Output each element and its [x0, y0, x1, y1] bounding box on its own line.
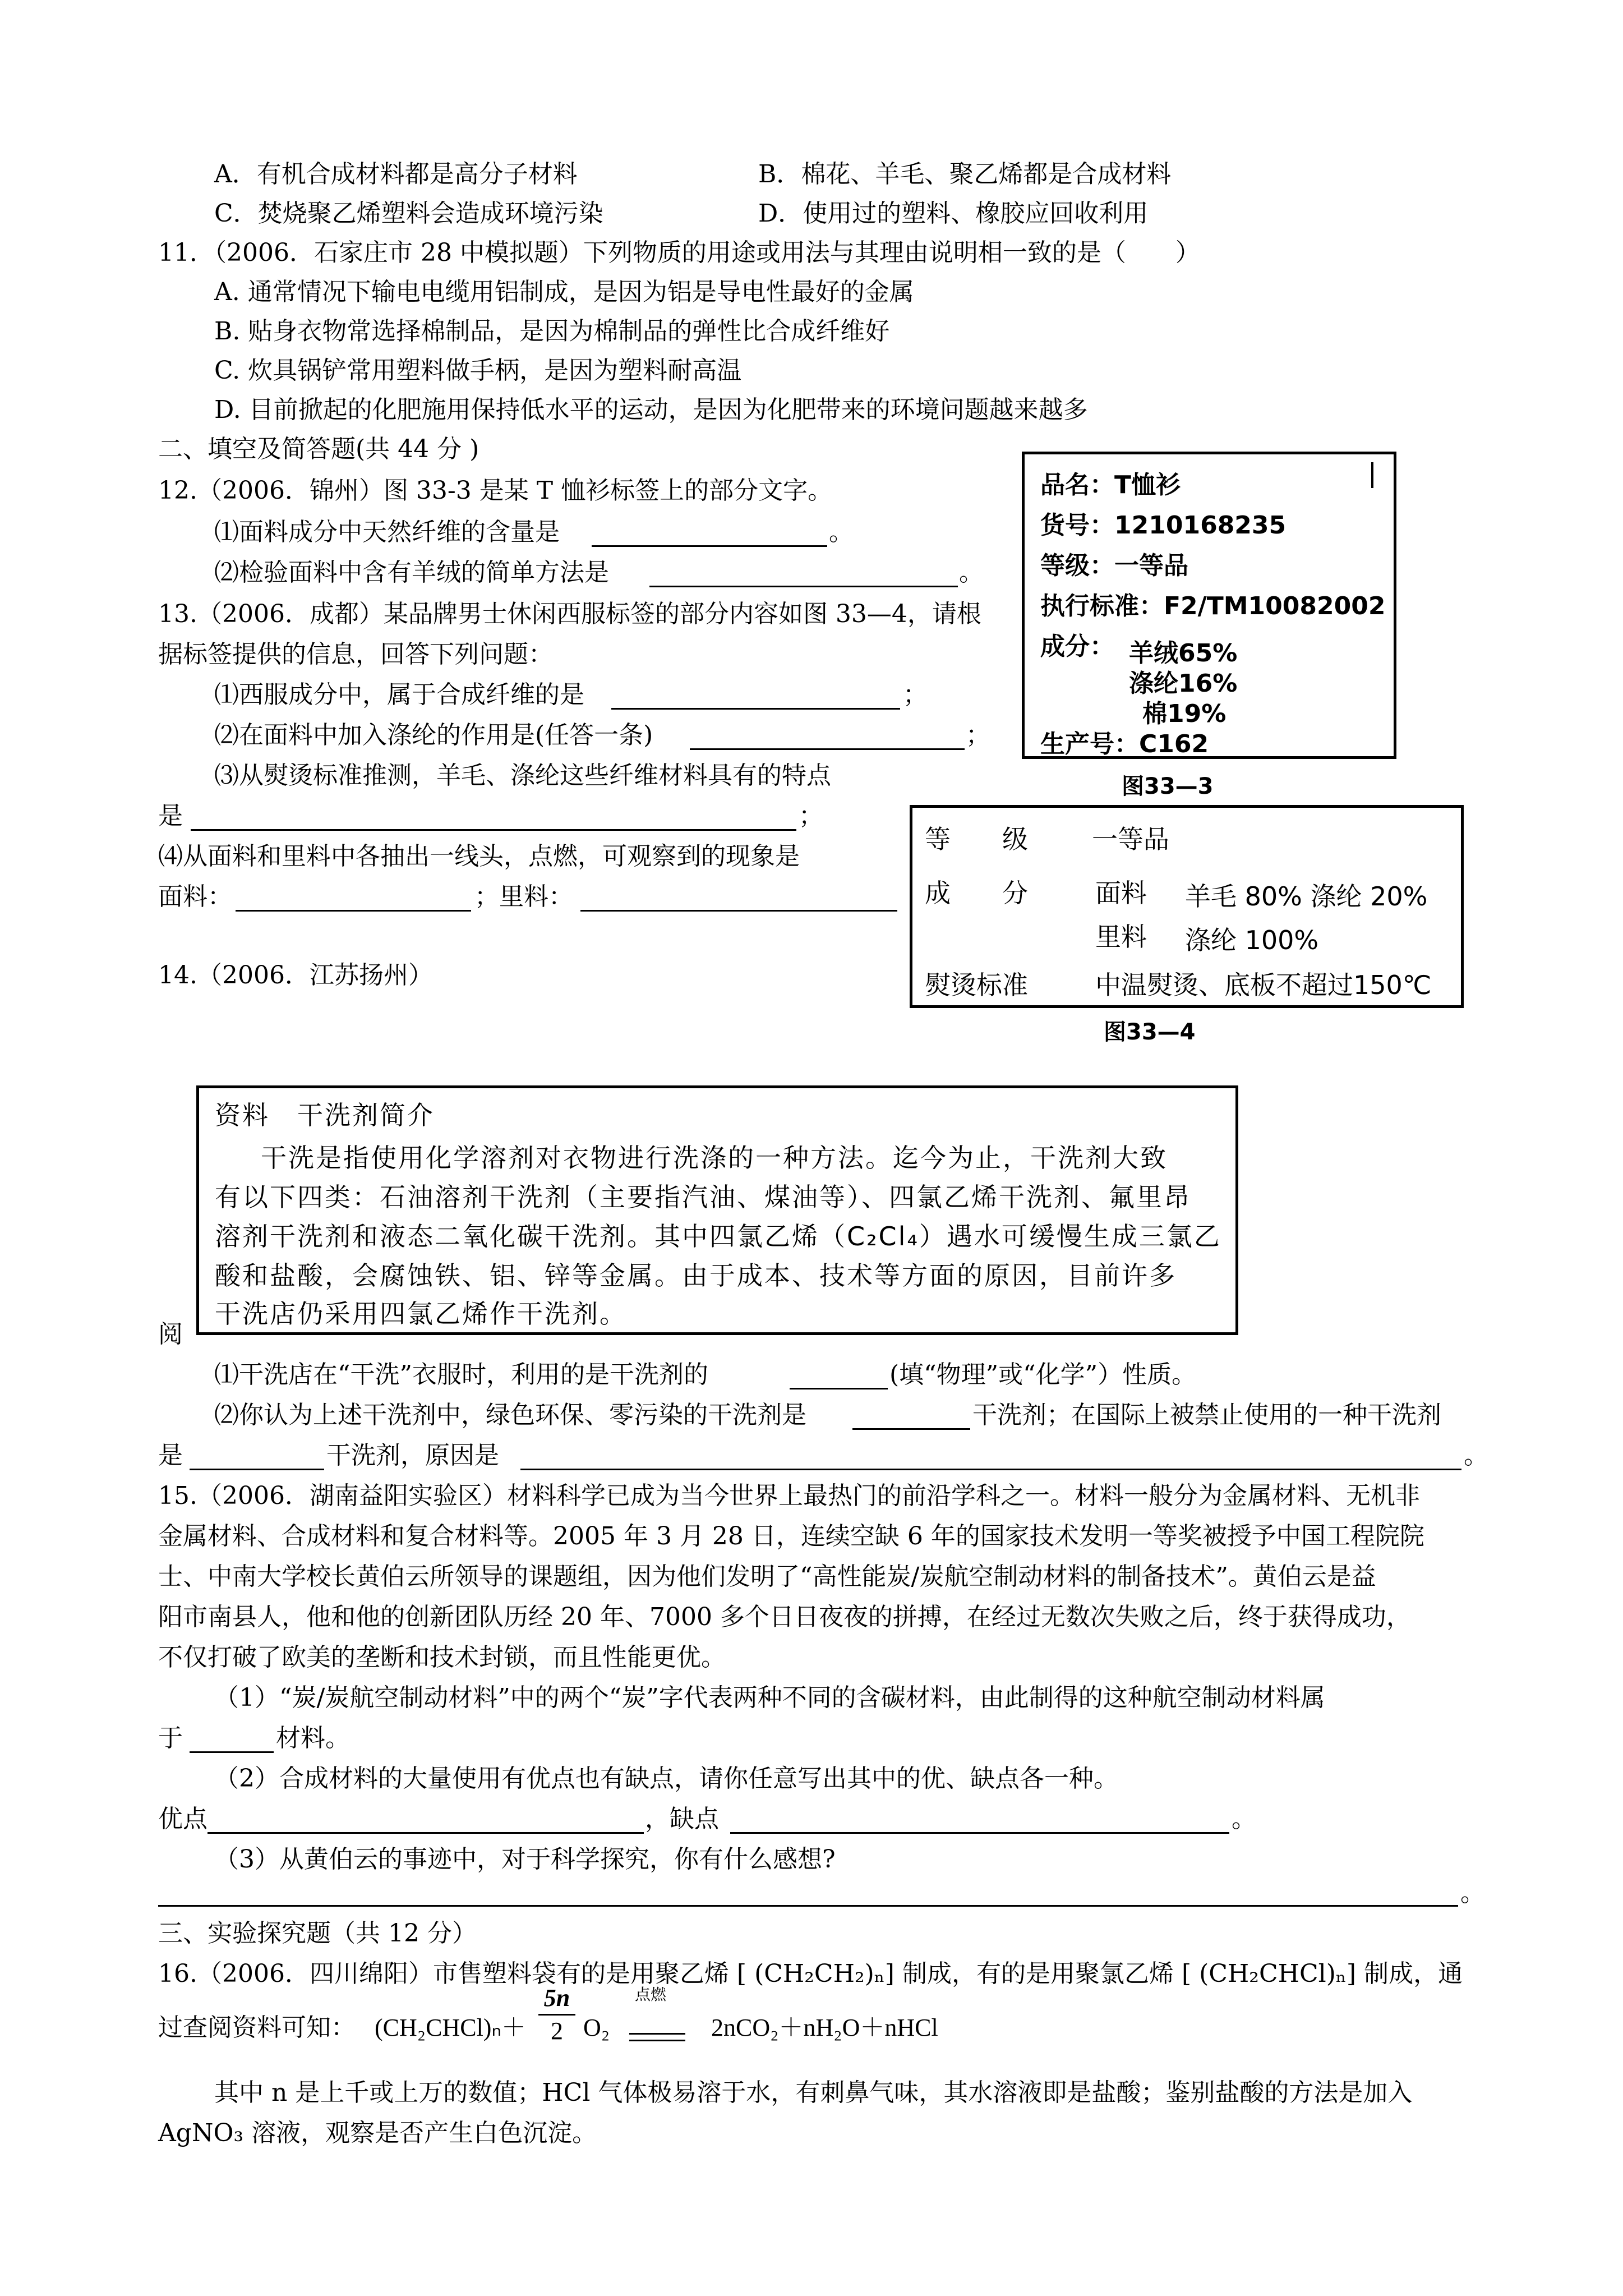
- q15-part1-end: 材料。: [276, 1724, 350, 1752]
- label-composition-label: 成分：: [1040, 632, 1114, 661]
- q16-equation-reactant: (CH₂CHCl)ₙ＋: [375, 2014, 526, 2041]
- q13-part3-prefix: 是: [158, 802, 183, 830]
- label2-grade-value: 一等品: [1092, 824, 1169, 854]
- q16-text-line-1: 16.（2006．四川绵阳）市售塑料袋有的是用聚乙烯 [ (CH₂CH₂)ₙ] 制成，有的是用聚氯乙烯 [ (CH₂CHCl)ₙ] 制成，通: [158, 1959, 1463, 1988]
- label-composition-polyester: 涤纶16%: [1129, 669, 1238, 698]
- fraction-bar: [538, 2014, 575, 2016]
- q15-part2-disadvantage-blank[interactable]: [730, 1832, 1229, 1834]
- q14-part2-mid: 干洗剂；在国际上被禁止使用的一种干洗剂: [972, 1401, 1441, 1429]
- q13-part4: ⑷从面料和里料中各抽出一线头，点燃，可观察到的现象是: [158, 842, 800, 871]
- q15-part3-blank[interactable]: [158, 1905, 1458, 1907]
- label-tick-mark: [1371, 462, 1373, 488]
- reading-line-5: 干洗店仍采用四氯乙烯作干洗剂。: [215, 1299, 627, 1329]
- label-standard: 执行标准：F2/TM10082002: [1040, 592, 1386, 620]
- q10-option-d: D．使用过的塑料、橡胶应回收利用: [758, 199, 1149, 228]
- q13-part2: ⑵在面料中加入涤纶的作用是(任答一条): [214, 721, 653, 749]
- q15-text-line-2: 金属材料、合成材料和复合材料等。2005 年 3 月 28 日，连续空缺 6 年的国家技术发明一等奖被授予中国工程院院: [158, 1522, 1424, 1550]
- q16-text-line-2-prefix: 过查阅资料可知：: [158, 2013, 356, 2042]
- q16-equation-bar-bottom: [629, 2040, 685, 2041]
- q13-part4-lining-blank[interactable]: [580, 910, 897, 912]
- label-figure-33-3: [1022, 452, 1396, 759]
- q11-option-a: A. 通常情况下输电电缆用铝制成，是因为铝是导电性最好的金属: [214, 278, 914, 306]
- q14-stem: 14.（2006．江苏扬州）: [158, 961, 433, 990]
- label-production-number: 生产号：C162: [1040, 730, 1209, 758]
- q15-text-line-5: 不仅打破了欧美的垄断和技术封锁，而且性能更优。: [158, 1643, 726, 1672]
- q13-part4-fabric-blank[interactable]: [236, 910, 471, 912]
- q15-part2: （2）合成材料的大量使用有优点也有缺点，请你任意写出其中的优、缺点各一种。: [214, 1764, 1118, 1793]
- reading-title: 资料 干洗剂简介: [215, 1100, 435, 1130]
- reading-line-1: 干洗是指使用化学溶剂对衣物进行洗涤的一种方法。迄今为止，干洗剂大致: [261, 1143, 1168, 1173]
- q15-part1-prefix: 于: [158, 1724, 183, 1752]
- q13-part4-lining-label: ；里料：: [474, 882, 573, 911]
- q14-part2-blank-1[interactable]: [852, 1428, 970, 1430]
- q12-part2-blank[interactable]: [649, 586, 958, 587]
- q11-stem: 11．（2006．石家庄市 28 中模拟题）下列物质的用途或用法与其理由说明相一致的是（ ）: [158, 238, 1200, 267]
- q14-part2: ⑵你认为上述干洗剂中，绿色环保、零污染的干洗剂是: [214, 1401, 806, 1429]
- q11-option-b: B. 贴身衣物常选择棉制品，是因为棉制品的弹性比合成纤维好: [214, 317, 890, 346]
- reading-line-4: 酸和盐酸，会腐蚀铁、铝、锌等金属。由于成本、技术等方面的原因，目前许多: [215, 1260, 1177, 1291]
- q15-part2-end: 。: [1232, 1805, 1256, 1833]
- q12-stem: 12.（2006．锦州）图 33-3 是某 T 恤衫标签上的部分文字。: [158, 476, 833, 505]
- q14-part2-reason-label: 干洗剂，原因是: [326, 1441, 499, 1470]
- q14-part2-end: 。: [1464, 1441, 1488, 1470]
- q13-part4-fabric-label: 面料：: [158, 882, 232, 911]
- figure-33-4-caption: 图33—4: [1104, 1019, 1196, 1045]
- q15-part2-disadvantage-label: ，缺点: [645, 1805, 719, 1833]
- q16-text-line-3: 其中 n 是上千或上万的数值；HCl 气体极易溶于水，有刺鼻气味，其水溶液即是盐酸；鉴别盐酸的方法是加入: [214, 2078, 1413, 2107]
- label-composition-cashmere: 羊绒65%: [1129, 639, 1238, 668]
- label-product-name: 品名：T恤衫: [1040, 471, 1181, 499]
- figure-33-3-caption: 图33—3: [1122, 774, 1214, 799]
- q14-part2-prefix: 是: [158, 1441, 183, 1470]
- q10-option-b: B．棉花、羊毛、聚乙烯都是合成材料: [758, 160, 1172, 188]
- label2-lining-value: 涤纶 100%: [1185, 925, 1319, 955]
- q14-part1-blank[interactable]: [790, 1388, 888, 1389]
- q14-part1-end: (填“物理”或“化学”）性质。: [889, 1360, 1197, 1389]
- q14-read-char: 阅: [158, 1320, 183, 1349]
- q15-part2-advantage-blank[interactable]: [208, 1832, 644, 1834]
- q16-text-line-4: AgNO₃ 溶液，观察是否产生白色沉淀。: [158, 2119, 597, 2147]
- q15-part2-advantage-label: 优点: [158, 1805, 208, 1833]
- label2-face-fabric-key: 面料: [1095, 878, 1147, 908]
- fraction-numerator: 5n: [543, 1984, 570, 2012]
- q16-equation-condition: 点燃: [635, 1985, 667, 2004]
- q13-part3-blank[interactable]: [191, 829, 796, 831]
- q15-part1: （1）“炭/炭航空制动材料”中的两个“炭”字代表两种不同的含碳材料，由此制得的这种航空制动材料属: [214, 1683, 1325, 1712]
- q15-part3-end: 。: [1460, 1879, 1485, 1907]
- q14-part2-blank-2[interactable]: [190, 1469, 324, 1470]
- label-composition-cotton: 棉19%: [1142, 700, 1227, 728]
- q15-part3: （3）从黄伯云的事迹中，对于科学探究，你有什么感想?: [214, 1845, 836, 1874]
- q12-part1-end: 。: [829, 518, 854, 546]
- label-item-code: 货号：1210168235: [1040, 511, 1287, 540]
- label-figure-33-4: [910, 805, 1464, 1008]
- q13-stem-line1: 13.（2006．成都）某品牌男士休闲西服标签的部分内容如图 33—4，请根: [158, 600, 981, 628]
- q13-stem-line2: 据标签提供的信息，回答下列问题：: [158, 640, 553, 669]
- q10-option-c: C．焚烧聚乙烯塑料会造成环境污染: [214, 199, 603, 228]
- q13-part2-blank[interactable]: [690, 748, 965, 750]
- q16-equation-oxygen: O₂: [583, 2014, 610, 2041]
- q14-part2-reason-blank[interactable]: [520, 1469, 1461, 1470]
- label2-face-fabric-value: 羊毛 80% 涤纶 20%: [1185, 881, 1428, 912]
- q12-part1: ⑴面料成分中天然纤维的含量是: [214, 518, 560, 546]
- q10-option-a: A．有机合成材料都是高分子材料: [214, 160, 578, 188]
- section-3-heading: 三、实验探究题（共 12 分）: [158, 1919, 477, 1948]
- q15-part1-blank[interactable]: [190, 1751, 274, 1753]
- reading-line-3: 溶剂干洗剂和液态二氧化碳干洗剂。其中四氯乙烯（C₂Cl₄）遇水可缓慢生成三氯乙: [215, 1221, 1221, 1251]
- q15-text-line-4: 阳市南县人，他和他的创新团队历经 20 年、7000 多个日日夜夜的拼搏，在经过无数次失败之后，终于获得成功，: [158, 1603, 1411, 1631]
- label2-ironing-value: 中温熨烫、底板不超过150℃: [1095, 970, 1432, 1000]
- label2-ironing-key: 熨烫标准: [925, 970, 1028, 1000]
- q16-equation-fraction: [538, 1984, 575, 2046]
- q16-equation-bar-top: [629, 2033, 685, 2035]
- label2-grade-key: 等 级: [925, 824, 1028, 854]
- q13-part2-end: ；: [966, 721, 990, 749]
- q12-part1-blank[interactable]: [592, 545, 827, 547]
- q13-part1-blank[interactable]: [611, 708, 900, 710]
- q13-part1: ⑴西服成分中，属于合成纤维的是: [214, 680, 584, 709]
- q13-part3: ⑶从熨烫标准推测，羊毛、涤纶这些纤维材料具有的特点: [214, 761, 831, 790]
- q13-part3-end: ；: [799, 802, 823, 830]
- q13-part1-end: ；: [903, 680, 928, 709]
- q15-text-line-3: 士、中南大学校长黄伯云所领导的课题组，因为他们发明了“高性能炭/炭航空制动材料的制备技术”。黄伯云是益: [158, 1562, 1376, 1591]
- q11-option-c: C. 炊具锅铲常用塑料做手柄，是因为塑料耐高温: [214, 356, 742, 385]
- q12-part2: ⑵检验面料中含有羊绒的简单方法是: [214, 558, 609, 587]
- label-grade: 等级：一等品: [1040, 551, 1188, 580]
- fraction-denominator: 2: [551, 2017, 563, 2045]
- reading-material-box: [196, 1085, 1238, 1335]
- label2-composition-key: 成 分: [925, 878, 1028, 908]
- section-2-heading: 二、填空及简答题(共 44 分 ): [158, 435, 479, 463]
- label2-lining-key: 里料: [1095, 922, 1147, 952]
- q16-equation-product: 2nCO₂＋nH₂O＋nHCl: [711, 2014, 938, 2041]
- reading-line-2: 有以下四类：石油溶剂干洗剂（主要指汽油、煤油等）、四氯乙烯干洗剂、氟里昂: [215, 1182, 1191, 1212]
- q14-part1: ⑴干洗店在“干洗”衣服时，利用的是干洗剂的: [214, 1360, 708, 1389]
- q11-option-d: D. 目前掀起的化肥施用保持低水平的运动，是因为化肥带来的环境问题越来越多: [214, 395, 1088, 424]
- q15-text-line-1: 15.（2006．湖南益阳实验区）材料科学已成为当今世界上最热门的前沿学科之一。材料一般分为金属材料、无机非: [158, 1481, 1420, 1510]
- q12-part2-end: 。: [959, 558, 984, 587]
